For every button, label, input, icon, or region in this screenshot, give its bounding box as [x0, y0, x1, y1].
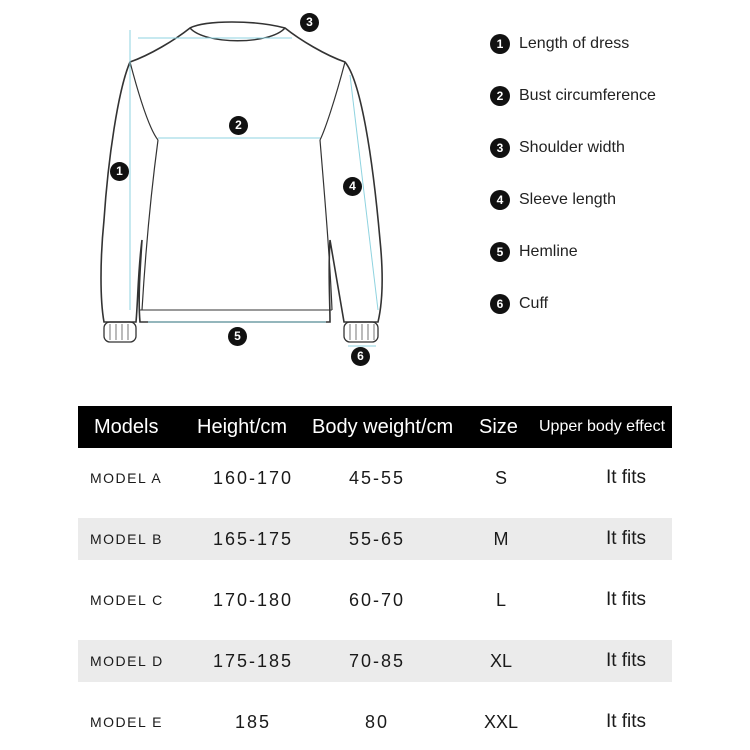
header-models: Models [94, 416, 159, 438]
legend-item [490, 33, 629, 55]
legend-number-icon: 6 [490, 294, 510, 314]
marker-shoulder-width: 3 [300, 13, 319, 32]
table-row [78, 640, 672, 682]
cell-size: M [493, 529, 509, 549]
cell-model: MODEL C [90, 592, 164, 608]
legend-number-icon: 5 [490, 242, 510, 262]
legend-label: Shoulder width [519, 139, 625, 156]
cell-model: MODEL D [90, 653, 164, 669]
cell-model: MODEL B [90, 531, 163, 547]
table-row [78, 518, 672, 560]
legend-label: Cuff [519, 295, 549, 312]
cell-height: 165-175 [212, 529, 294, 549]
header-body-weight: Body weight/cm [312, 416, 454, 438]
table-row [78, 701, 672, 743]
table-row [78, 579, 672, 621]
legend-label: Bust circumference [519, 87, 656, 104]
legend-label: Sleeve length [519, 191, 616, 208]
legend-label: Hemline [519, 243, 578, 260]
cell-effect: It fits [605, 589, 647, 610]
legend-item [490, 293, 548, 315]
cell-weight: 60-70 [348, 590, 406, 610]
cell-height: 175-185 [212, 651, 294, 671]
cell-weight: 80 [364, 712, 390, 732]
marker-bust-circumference: 2 [229, 116, 248, 135]
cell-effect: It fits [605, 650, 647, 671]
marker-hemline: 5 [228, 327, 247, 346]
cell-size: L [495, 590, 506, 610]
legend-number-icon: 2 [490, 86, 510, 106]
table-row [78, 457, 672, 499]
legend-number-icon: 3 [490, 138, 510, 158]
cell-height: 160-170 [212, 468, 294, 488]
cell-size: XL [489, 651, 513, 671]
legend-item [490, 189, 616, 211]
cell-weight: 70-85 [348, 651, 406, 671]
legend-label: Length of dress [519, 35, 630, 52]
cell-effect: It fits [605, 528, 647, 549]
table-header [78, 406, 672, 448]
cell-size: S [494, 468, 507, 488]
legend-number-icon: 4 [490, 190, 510, 210]
header-size: Size [479, 416, 518, 438]
cell-size: XXL [483, 712, 519, 732]
marker-length-of-dress: 1 [110, 162, 129, 181]
header-upper-body-effect: Upper body effect [539, 418, 666, 435]
marker-cuff: 6 [351, 347, 370, 366]
cell-weight: 55-65 [348, 529, 406, 549]
legend-item [490, 137, 625, 159]
marker-sleeve-length: 4 [343, 177, 362, 196]
cell-height: 170-180 [212, 590, 294, 610]
header-height: Height/cm [197, 416, 288, 438]
cell-model: MODEL A [90, 470, 163, 486]
cell-effect: It fits [605, 711, 647, 732]
cell-height: 185 [234, 712, 272, 732]
cell-effect: It fits [605, 467, 647, 488]
legend-number-icon: 1 [490, 34, 510, 54]
cell-model: MODEL E [90, 714, 163, 730]
cell-weight: 45-55 [348, 468, 406, 488]
legend-item [490, 241, 578, 263]
legend-item [490, 85, 656, 107]
